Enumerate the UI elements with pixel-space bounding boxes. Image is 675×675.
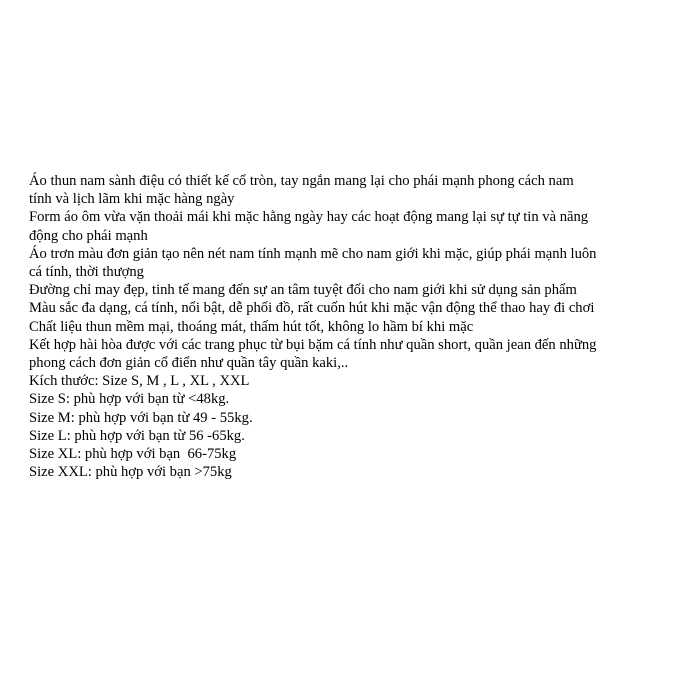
size-list: Kích thước: Size S, M , L , XL , XXL bbox=[29, 373, 250, 390]
description-line-material: Chất liệu thun mềm mại, thoáng mát, thấm hút tốt, không lo hầm bí khi mặc bbox=[29, 318, 474, 335]
description-line-matching: Kết hợp hài hòa được với các trang phục từ bụi bặm cá tính như quần short, quần jean đến những phong cách đơn giản cổ điển như quần tây quần kaki,.. bbox=[29, 336, 597, 372]
description-line-form: Form áo ôm vừa vặn thoải mái khi mặc hằng ngày hay các hoạt động mang lại sự tự tin và năng động cho phái mạnh bbox=[29, 209, 589, 244]
size-xxl-line: Size XXL: phù hợp với bạn >75kg bbox=[29, 464, 232, 481]
size-m-line: Size M: phù hợp với bạn từ 49 - 55kg. bbox=[29, 409, 253, 426]
size-xl-line: Size XL: phù hợp với bạn 66-75kg bbox=[29, 446, 237, 463]
description-line-fit: Áo thun nam sành điệu có thiết kế cổ tròn, tay ngắn mang lại cho phái mạnh phong cách nam tính và lịch lãm khi mặc hàng ngày bbox=[29, 173, 574, 208]
description-line-colors: Màu sắc đa dạng, cá tính, nổi bật, dễ phối đồ, rất cuốn hút khi mặc vận động thể thao hay đi chơi bbox=[29, 300, 595, 317]
size-l-line: Size L: phù hợp với bạn từ 56 -65kg. bbox=[29, 427, 245, 444]
description-line-plain-color: Áo trơn màu đơn giản tạo nên nét nam tính mạnh mẽ cho nam giới khi mặc, giúp phái mạnh luôn cá tính, thời thượng bbox=[29, 245, 597, 281]
product-description bbox=[29, 172, 669, 481]
description-line-stitching: Đường chỉ may đẹp, tinh tế mang đến sự an tâm tuyệt đối cho nam giới khi sử dụng sản phẩm bbox=[29, 282, 577, 299]
size-s-line: Size S: phù hợp với bạn từ <48kg. bbox=[29, 391, 230, 408]
